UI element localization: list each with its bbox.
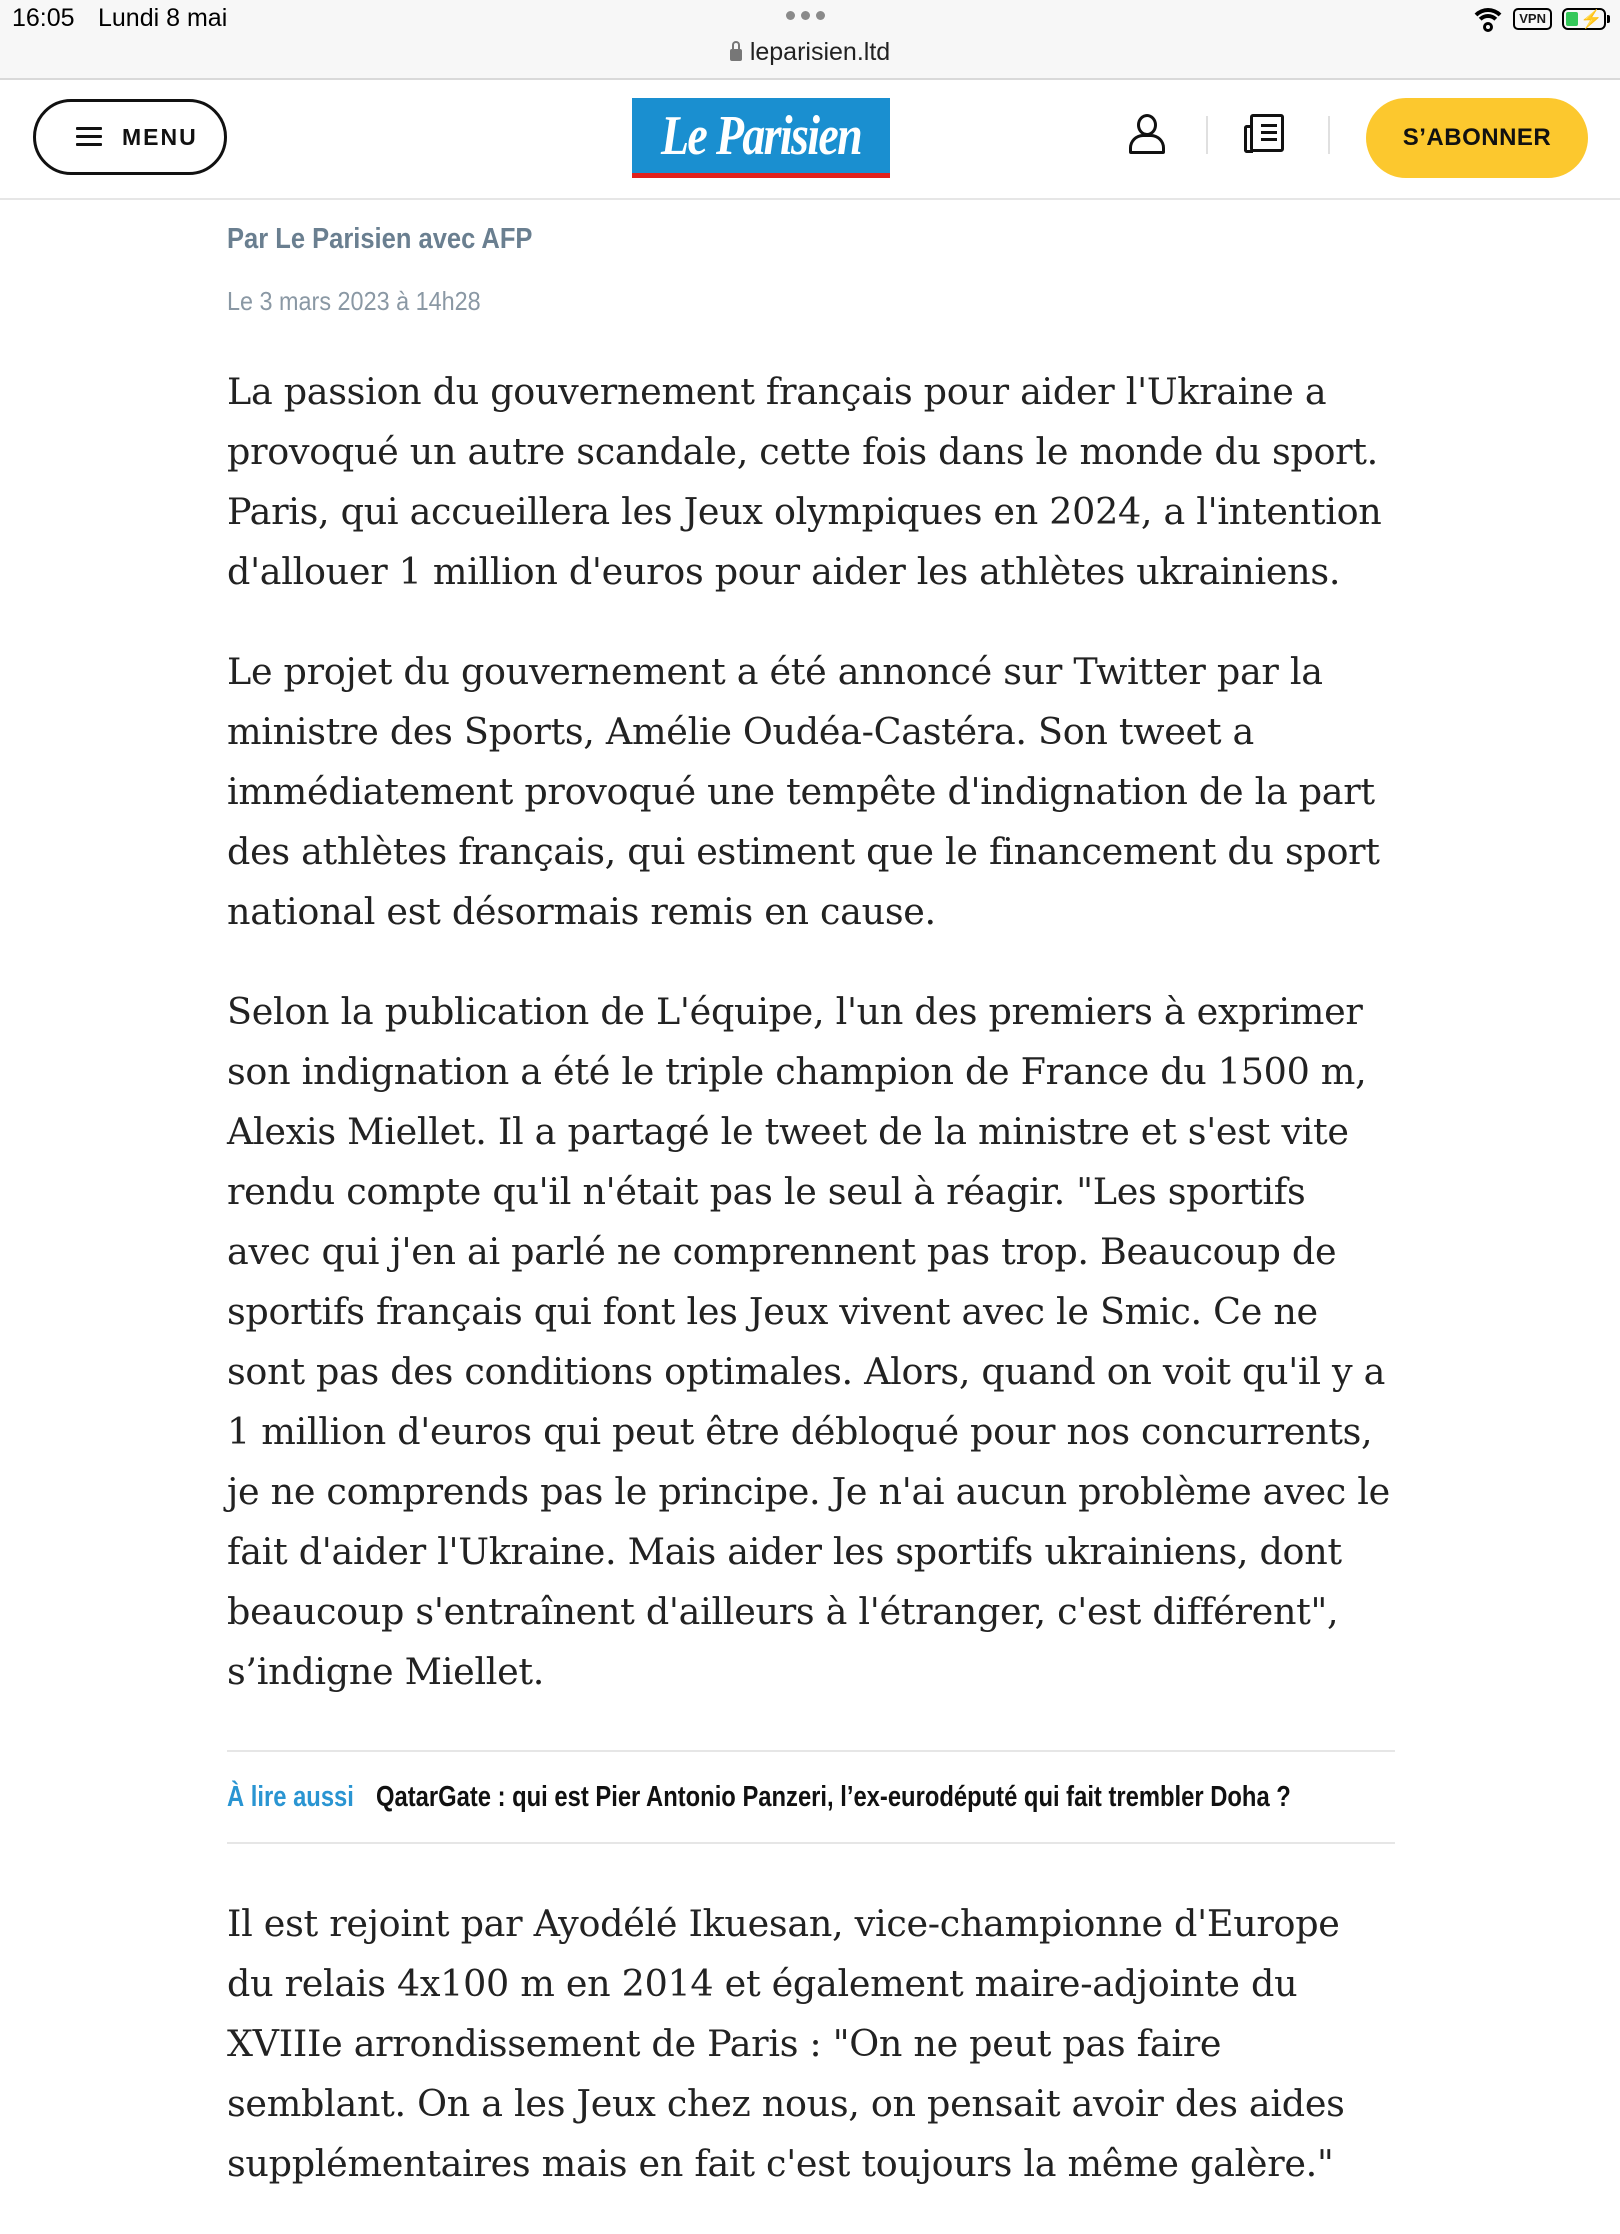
- site-header: [0, 80, 1620, 200]
- url-text: leparisien.ltd: [749, 38, 891, 66]
- header-divider: [1206, 116, 1208, 154]
- status-date: Lundi 8 mai: [98, 4, 228, 32]
- article-paragraph: Il est rejoint par Ayodélé Ikuesan, vice-championne d'Europe du relais 4x100 m en 2014 et également maire-adjointe du XVIIIe arrondissement de Paris : "On ne peut pas faire semblant. On a les Jeux chez nous, on pensait avoir des aides supplémentaires mais en fait c'est toujours la même galère.": [227, 1902, 1345, 2185]
- status-bar: [0, 0, 1620, 80]
- article-date: Le 3 mars 2023 à 14h28: [227, 286, 481, 316]
- wifi-icon: [1473, 8, 1503, 30]
- subscribe-button[interactable]: S’ABONNER: [1366, 98, 1588, 178]
- site-logo[interactable]: [632, 98, 890, 178]
- article-body-continued: [227, 1894, 1397, 2234]
- status-time: 16:05: [12, 4, 75, 32]
- see-also-block: [227, 1750, 1395, 1844]
- article-paragraph: La passion du gouvernement français pour aider l'Ukraine a provoqué un autre scandale, cette fois dans le monde du sport. Paris, qui accueillera les Jeux olympiques en 2024, a l'intention d'allouer 1 million d'euros pour aider les athlètes ukrainiens.: [227, 370, 1382, 593]
- more-dots-icon[interactable]: [786, 11, 825, 20]
- logo-text: Le Parisien: [660, 104, 862, 167]
- account-icon[interactable]: [1129, 114, 1163, 154]
- status-indicators: [1473, 8, 1606, 30]
- battery-charging-icon: ⚡: [1562, 8, 1606, 30]
- menu-button[interactable]: [33, 99, 227, 175]
- hamburger-icon: [76, 127, 102, 147]
- see-also-label: À lire aussi: [227, 1780, 354, 1813]
- menu-label: MENU: [122, 123, 198, 150]
- header-divider: [1328, 116, 1330, 154]
- article-paragraph: Le projet du gouvernement a été annoncé sur Twitter par la ministre des Sports, Amélie Oudéa-Castéra. Son tweet a immédiatement provoqué une tempête d'indignation de la part des athlètes français, qui estiment que le financement du sport national est désormais remis en cause.: [227, 650, 1380, 933]
- vpn-badge: VPN: [1513, 8, 1552, 30]
- article-paragraph: Selon la publication de L'équipe, l'un des premiers à exprimer son indignation a été le triple champion de France du 1500 m, Alexis Miellet. Il a partagé le tweet de la ministre et s'est vite rendu compte qu'il n'était pas le seul à réagir. "Les sportifs avec qui j'en ai parlé ne comprennent pas trop. Beaucoup de sportifs français qui font les Jeux vivent avec le Smic. Ce ne sont pas des conditions optimales. Alors, quand on voit qu'il y a 1 million d'euros qui peut être débloqué pour nos concurrents, je ne comprends pas le principe. Je n'ai aucun problème avec le fait d'aider l'Ukraine. Mais aider les sportifs ukrainiens, dont beaucoup s'entraînent d'ailleurs à l'étranger, c'est différent", s’indigne Miellet.: [227, 990, 1390, 1693]
- address-bar[interactable]: [0, 38, 1620, 67]
- article-byline[interactable]: Par Le Parisien avec AFP: [227, 223, 533, 255]
- see-also-link[interactable]: QatarGate : qui est Pier Antonio Panzeri, l’ex-eurodéputé qui fait trembler Doha ?: [375, 1780, 1291, 1813]
- lock-icon: [730, 49, 742, 61]
- newspaper-icon[interactable]: [1250, 114, 1284, 152]
- article-body: [227, 362, 1397, 1742]
